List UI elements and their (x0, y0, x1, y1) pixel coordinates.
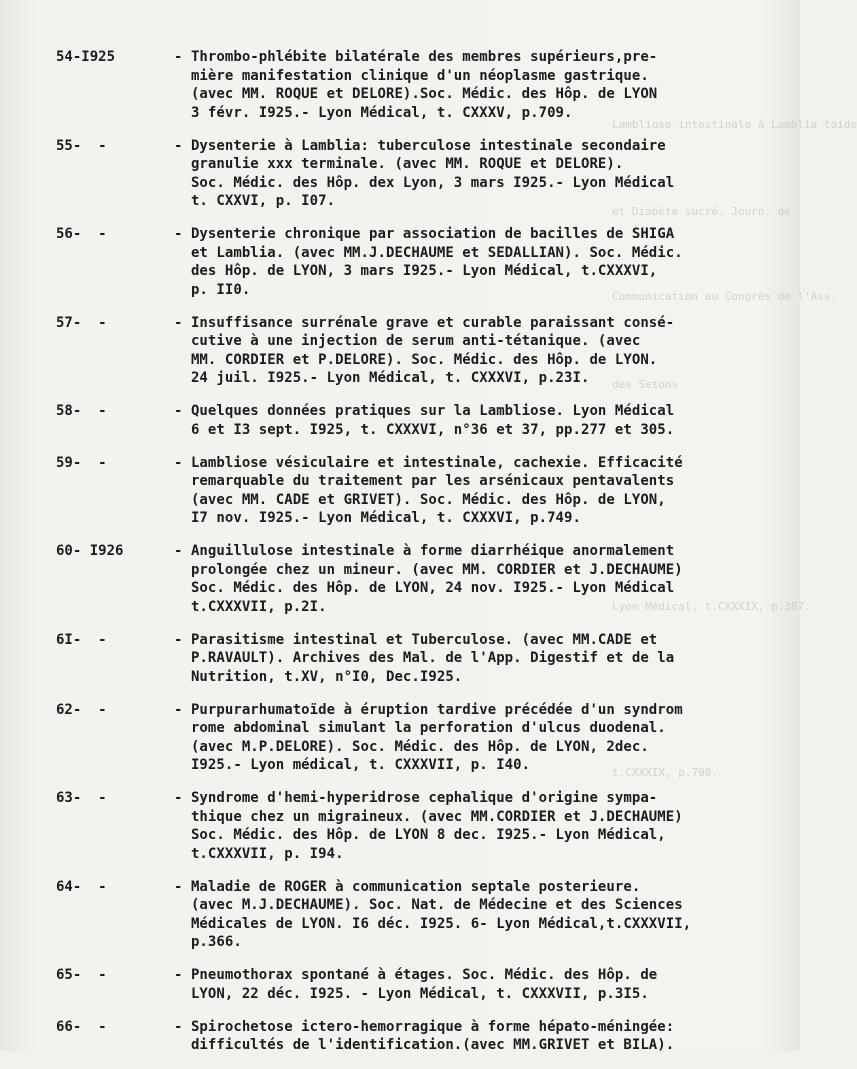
entry-text (174, 701, 796, 775)
entry-line: P.RAVAULT). Archives des Mal. de l'App. Digestif et de la (174, 650, 675, 666)
list-item (56, 631, 796, 687)
entry-text (174, 225, 796, 299)
entry-line: Soc. Médic. des Hôp. de LYON, 24 nov. I925.- Lyon Médical (174, 580, 675, 596)
list-item (56, 137, 796, 211)
list-item (56, 454, 796, 528)
entry-line: (avec M.J.DECHAUME). Soc. Nat. de Médecine et des Sciences (174, 897, 683, 913)
entry-line: difficultés de l'identification.(avec MM.GRIVET et BILA). (174, 1037, 675, 1053)
entry-number: 63- - (56, 790, 107, 806)
entry-number: 66- - (56, 1018, 107, 1035)
entry-text (174, 542, 796, 616)
entry-line: - Parasitisme intestinal et Tuberculose. (avec MM.CADE et (174, 631, 658, 648)
entry-line: - Anguillulose intestinale à forme diarrhéique anormalement (174, 543, 675, 559)
entry-text (174, 454, 796, 528)
entry-text (174, 631, 796, 687)
entry-line: t.CXXXVII, p. I94. (174, 845, 344, 862)
entry-line: - Spirochetose ictero-hemorragique à forme hépato-méningée: (174, 1018, 675, 1035)
entry-line: (avec MM. CADE et GRIVET). Soc. Médic. des Hôp. de LYON, (174, 491, 666, 508)
entry-number: 57- - (56, 314, 107, 331)
entry-line: - Lambliose vésiculaire et intestinale, cachexie. Efficacité (174, 454, 683, 471)
entry-line: - Purpurarhumatoïde à éruption tardive précédée d'un syndrom (174, 701, 683, 718)
entry-number: 62- - (56, 701, 107, 718)
list-item (56, 1018, 796, 1055)
entry-number: 65- - (56, 967, 107, 983)
entry-number: 64- - (56, 878, 107, 895)
entry-line: - Insuffisance surrénale grave et curable paraissant consé- (174, 314, 675, 331)
entry-text (174, 789, 796, 863)
list-item (56, 225, 796, 299)
entry-text (174, 1018, 796, 1055)
entry-text (174, 314, 796, 388)
list-item (56, 789, 796, 863)
entry-line: - Pneumothorax spontané à étages. Soc. Médic. des Hôp. de (174, 967, 658, 983)
entry-line: t. CXXVI, p. I07. (174, 193, 336, 209)
entry-number: 60- I926 (56, 543, 124, 559)
entry-line: Médicales de LYON. I6 déc. I925. 6- Lyon Médical,t.CXXXVII, (174, 915, 692, 932)
entry-number: 59- - (56, 454, 107, 471)
entry-number: 55- - (56, 137, 107, 154)
list-item (56, 402, 796, 439)
bleed-through-text: Lambliose intestinale à Lamblia toide (612, 118, 857, 131)
entry-text (174, 966, 796, 1003)
entry-line: thique chez un migraineux. (avec MM.CORDIER et J.DECHAUME) (174, 808, 683, 825)
entry-line: - Maladie de ROGER à communication septale posterieure. (174, 878, 641, 895)
entry-line: 3 févr. I925.- Lyon Médical, t. CXXXV, p.709. (174, 104, 573, 121)
entry-number: 54-I925 (56, 49, 116, 65)
list-item (56, 878, 796, 952)
entry-line: - Syndrome d'hemi-hyperidrose cephalique d'origine sympa- (174, 790, 658, 806)
entry-line: Soc. Médic. des Hôp. de LYON 8 dec. I925.- Lyon Médical, (174, 827, 666, 843)
list-item (56, 314, 796, 388)
entry-line: MM. CORDIER et P.DELORE). Soc. Médic. des Hôp. de LYON. (174, 351, 658, 368)
entry-line: - Dysenterie à Lamblia: tuberculose intestinale secondaire (174, 137, 666, 154)
bleed-through-text: et Diabète sucré. Journ. de (612, 205, 791, 218)
entry-text (174, 878, 796, 952)
entry-line: et Lamblia. (avec MM.J.DECHAUME et SEDALLIAN). Soc. Médic. (174, 244, 683, 261)
entry-number: 58- - (56, 403, 107, 419)
entry-line: remarquable du traitement par les arsénicaux pentavalents (174, 473, 675, 489)
entry-line: prolongée chez un mineur. (avec MM. CORDIER et J.DECHAUME) (174, 561, 683, 578)
entry-line: rome abdominal simulant la perforation d'ulcus duodenal. (174, 720, 666, 736)
entry-line: I7 nov. I925.- Lyon Médical, t. CXXXVI, p.749. (174, 510, 581, 526)
entry-line: (avec M.P.DELORE). Soc. Médic. des Hôp. de LYON, 2dec. (174, 738, 649, 755)
list-item (56, 48, 796, 122)
entry-line: LYON, 22 déc. I925. - Lyon Médical, t. CXXXVII, p.3I5. (174, 985, 649, 1002)
entry-line: Soc. Médic. des Hôp. dex Lyon, 3 mars I925.- Lyon Médical (174, 174, 675, 191)
list-item (56, 542, 796, 616)
entry-line: cutive à une injection de serum anti-tétanique. (avec (174, 333, 641, 349)
bleed-through-text: Lyon Médical, t.CXXXIX, p.387. (612, 600, 811, 613)
entry-text (174, 48, 796, 122)
entry-number: 56- - (56, 226, 107, 242)
bleed-through-text: Communication au Congrès de l'Ass. (612, 290, 838, 303)
list-item (56, 701, 796, 775)
entry-line: 24 juil. I925.- Lyon Médical, t. CXXXVI, p.23I. (174, 370, 590, 386)
entry-line: 6 et I3 sept. I925, t. CXXXVI, n°36 et 37, pp.277 et 305. (174, 421, 675, 438)
entry-line: Nutrition, t.XV, n°I0, Dec.I925. (174, 668, 463, 685)
entry-line: des Hôp. de LYON, 3 mars I925.- Lyon Médical, t.CXXXVI, (174, 263, 658, 279)
bleed-through-text: t.CXXXIX, p.790. (612, 766, 718, 779)
entry-text (174, 402, 796, 439)
entry-line: p. II0. (174, 281, 251, 298)
entry-line: - Quelques données pratiques sur la Lambliose. Lyon Médical (174, 403, 675, 419)
entry-number: 6I- - (56, 631, 107, 648)
entry-text (174, 137, 796, 211)
bibliography-list (56, 48, 796, 1069)
entry-line: (avec MM. ROQUE et DELORE).Soc. Médic. des Hôp. de LYON (174, 86, 658, 102)
entry-line: - Thrombo-phlébite bilatérale des membres supérieurs,pre- (174, 49, 658, 65)
entry-line: I925.- Lyon médical, t. CXXXVII, p. I40. (174, 757, 531, 773)
list-item (56, 966, 796, 1003)
entry-line: p.366. (174, 934, 242, 950)
bleed-through-text: des Setons (612, 378, 679, 391)
entry-line: mière manifestation clinique d'un néoplasme gastrique. (174, 67, 649, 84)
entry-line: t.CXXXVII, p.2I. (174, 598, 327, 615)
entry-line: - Dysenterie chronique par association de bacilles de SHIGA (174, 226, 675, 242)
entry-line: granulie xxx terminale. (avec MM. ROQUE et DELORE). (174, 156, 624, 172)
